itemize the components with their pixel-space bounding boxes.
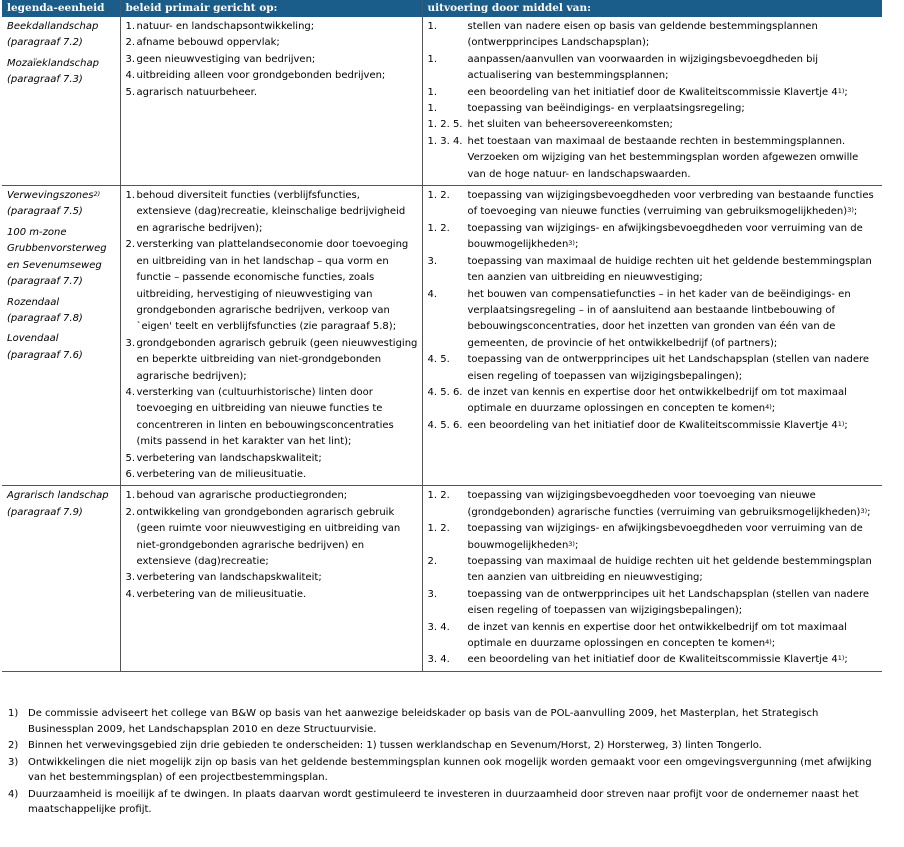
measure-ref-numbers: 1. 2. 5. — [427, 119, 463, 131]
measure-ref-numbers: 1. — [427, 53, 438, 65]
policy-number: 1. — [125, 190, 136, 202]
measure-ref-numbers: 3. — [427, 255, 438, 267]
legend-entry — [7, 295, 116, 328]
measure-ref-numbers: 3. 4. — [427, 621, 450, 633]
footnote — [8, 706, 878, 737]
measure-text: de inzet van kennis en expertise door het ontwikkelbedrijf om tot maximaal optimale en duurzame oplossingen en concepten te komen — [467, 386, 847, 415]
measure-ref-numbers: 4. 5. 6. — [427, 386, 463, 398]
policy-item — [126, 237, 418, 335]
footnote-ref: 3) — [568, 239, 575, 248]
measure-ref-numbers: 1. 2. — [427, 490, 450, 502]
measure-ref-numbers: 4. 5. — [427, 354, 450, 366]
policy-number: 3. — [125, 572, 136, 584]
legend-entry — [7, 488, 116, 521]
legend-name: Beekdallandschap — [7, 21, 99, 32]
table-row — [2, 186, 882, 486]
footnote — [8, 787, 878, 818]
policy-number: 5. — [125, 452, 136, 464]
legend-name: Agrarisch landschap — [7, 490, 109, 502]
measure-punct: ; — [574, 539, 579, 551]
measure-ref-numbers: 1. 2. — [427, 222, 450, 234]
legend-paragraph: (paragraaf 7.9) — [7, 506, 83, 518]
policy-item — [126, 19, 418, 35]
measure-ref-numbers: 1. 2. — [427, 190, 450, 202]
measure-ref-numbers: 1. — [427, 21, 438, 32]
policy-list — [126, 19, 418, 101]
footnote-number: 2) — [8, 740, 19, 751]
footnote-ref: 1) — [837, 419, 845, 428]
policy-number: 2. — [125, 239, 136, 251]
measure-punct: ; — [771, 403, 776, 415]
policy-item — [126, 35, 418, 51]
policy-number: 4. — [125, 70, 136, 82]
policy-text: agrarisch natuurbeheer. — [136, 86, 258, 98]
legend-paragraph: (paragraaf 7.3) — [7, 74, 83, 86]
measure-item — [428, 488, 879, 521]
policy-item — [126, 505, 418, 571]
measure-text: toepassing van beëindigings- en verplaatsingsregeling; — [467, 103, 745, 115]
measure-item — [428, 52, 879, 85]
measure-item — [428, 418, 879, 434]
policy-text: verbetering van landschapskwaliteit; — [136, 572, 322, 584]
table-header-row — [2, 0, 882, 17]
legend-name: Lovendaal — [7, 333, 59, 345]
measure-item — [428, 134, 879, 183]
measure-text: het toestaan van maximaal de bestaande rechten in bestemmingsplannen. Verzoeken om wijziging van het bestemmingsplan worden afgewezen omwille van de hoge natuur- en landschapswaarden. — [467, 135, 859, 180]
measure-item — [428, 117, 879, 133]
legend-cell — [2, 186, 120, 486]
footnote-ref: 1) — [837, 86, 845, 95]
policy-text: grondgebonden agrarisch gebruik (geen nieuwvestiging en beperkte uitbreiding van niet-grondgebonden agrarische bedrijven); — [136, 337, 418, 382]
footnote — [8, 738, 878, 754]
footnote-ref: 3) — [568, 539, 575, 548]
policy-number: 2. — [125, 506, 136, 518]
policy-number: 1. — [125, 490, 136, 502]
measure-text: toepassing van de ontwerpprincipes uit het Landschapsplan (stellen van nadere eisen regeling of toepassen van wijzigingsbepalingen); — [467, 354, 870, 382]
footnote-text: Duurzaamheid is moeilijk af te dwingen. In plaats daarvan wordt gestimuleerd te investeren in duurzaamheid door streven naar profijt voor de ondernemer naast het maatschappelijke profijt. — [28, 788, 859, 815]
policy-cell — [120, 486, 422, 671]
footnote-text: Binnen het verwevingsgebied zijn drie gebieden te onderscheiden: 1) tussen werklandschap en Sevenum/Horst, 2) Horsterweg, 3) linten Tongerlo. — [28, 740, 762, 751]
footnote-ref: 4) — [765, 638, 772, 647]
measure-text-block — [468, 521, 879, 554]
policy-text: geen nieuwvestiging van bedrijven; — [136, 53, 316, 65]
measure-text: toepassing van wijzigingsbevoegdheden voor verbreding van bestaande functies of toevoeging van nieuwe functies (verruiming van gebruiksmogelijkheden) — [467, 190, 874, 218]
legend-paragraph: (paragraaf 7.7) — [7, 276, 83, 288]
measure-item — [428, 385, 879, 418]
measure-text: toepassing van maximaal de huidige rechten uit het geldende bestemmingsplan ten aanzien van uitbreiding en nieuwvestiging; — [467, 255, 872, 284]
header-policy: beleid primair gericht op: — [120, 0, 422, 17]
measure-punct: ; — [867, 506, 871, 518]
legend-paragraph: (paragraaf 7.6) — [7, 349, 83, 361]
measure-punct: ; — [844, 86, 848, 98]
measure-text: stellen van nadere eisen op basis van geldende bestemmingsplannen (ontwerpprincipes Landschapsplan); — [467, 21, 818, 49]
measure-text: toepassing van wijzigings- en afwijkingsbevoegdheden voor verruiming van de bouwmogelijkheden — [467, 222, 863, 251]
legend-name: Rozendaal — [7, 296, 60, 308]
measure-text: het sluiten van beheersovereenkomsten; — [467, 119, 673, 131]
measure-text-block — [468, 652, 879, 668]
table-row — [2, 486, 882, 671]
measure-text-block — [468, 287, 879, 353]
measures-cell — [422, 486, 882, 671]
measure-text-block — [468, 254, 879, 287]
measures-cell — [422, 17, 882, 186]
footnote-ref: 3) — [847, 206, 854, 215]
footnote-text: Ontwikkelingen die niet mogelijk zijn op basis van het geldende bestemmingsplan kunnen ook mogelijk worden gemaakt voor een omgevingsvergunning (met afwijking van het bestemmingsplan) of een projectbestemmingsplan. — [28, 756, 872, 783]
measure-item — [428, 587, 879, 620]
policy-list — [126, 188, 418, 483]
measure-item — [428, 19, 879, 52]
legend-paragraph: (paragraaf 7.8) — [7, 312, 83, 324]
legend-entry — [7, 19, 116, 52]
policy-number: 2. — [125, 37, 136, 49]
policy-item — [126, 336, 418, 385]
measure-text: een beoordeling van het initiatief door de Kwaliteitscommissie Klavertje 4 — [467, 419, 838, 431]
measure-ref-numbers: 2. — [427, 556, 438, 567]
policy-number: 4. — [125, 386, 136, 398]
measure-text-block — [468, 620, 879, 653]
measure-ref-numbers: 3. — [427, 588, 438, 600]
measure-punct: ; — [844, 654, 848, 666]
measure-text-block — [468, 352, 879, 385]
policy-item — [126, 488, 418, 504]
measure-item — [428, 221, 879, 254]
measure-text: een beoordeling van het initiatief door de Kwaliteitscommissie Klavertje 4 — [467, 86, 838, 98]
measure-text-block — [468, 52, 879, 85]
measure-text: toepassing van wijzigings- en afwijkingsbevoegdheden voor verruiming van de bouwmogelijkheden — [467, 523, 863, 551]
measure-text-block — [468, 418, 879, 434]
policy-item — [126, 68, 418, 84]
measure-text: toepassing van maximaal de huidige rechten uit het geldende bestemmingsplan ten aanzien van uitbreiding en nieuwvestiging; — [467, 556, 872, 584]
measure-ref-numbers: 4. — [427, 288, 438, 300]
measure-item — [428, 188, 879, 221]
measure-ref-numbers: 1. — [427, 86, 438, 98]
policy-number: 5. — [125, 86, 136, 98]
policy-number: 3. — [125, 53, 136, 65]
measure-item — [428, 352, 879, 385]
measure-text: toepassing van wijzigingsbevoegdheden voor toevoeging van nieuwe (grondgebonden) agrarische functies (verruiming van gebruiksmogelijkheden) — [467, 490, 861, 518]
measure-item — [428, 652, 879, 668]
policy-item — [126, 467, 418, 483]
policy-list — [126, 488, 418, 603]
legend-paragraph: (paragraaf 7.2) — [7, 37, 83, 49]
measure-text-block — [468, 385, 879, 418]
legend-entry — [7, 188, 116, 221]
footnote-number: 4) — [8, 788, 19, 800]
policy-text: verbetering van de milieusituatie. — [136, 468, 307, 480]
measure-text-block — [468, 221, 879, 254]
policy-number: 6. — [125, 468, 136, 480]
measure-text-block — [468, 117, 879, 133]
measure-text: het bouwen van compensatiefuncties – in het kader van de beëindigings- en verplaatsingsregeling – in of aansluitend aan bestaande lintbebouwing of bebouwingsconcentraties, door het inzetten van gronden van één van de gemeenten, de provincie of het ontwikkelbedrijf (of partners); — [467, 288, 851, 349]
policy-table — [2, 0, 882, 672]
footnote-text: De commissie adviseert het college van B&W op basis van het aanwezige beleidskader op basis van de POL-aanvulling 2009, het Masterplan, het Strategisch Businessplan 2009, het Landschapsplan 2010 en deze Structuurvisie. — [28, 708, 819, 735]
footnote-ref: 3) — [860, 506, 868, 515]
policy-text: afname bebouwd oppervlak; — [136, 37, 280, 49]
footnote-ref: 2) — [93, 190, 101, 199]
footnote-ref: 1) — [837, 654, 845, 663]
measure-item — [428, 101, 879, 117]
legend-entry — [7, 331, 116, 364]
policy-item — [126, 85, 418, 101]
measure-item — [428, 85, 879, 101]
policy-text: ontwikkeling van grondgebonden agrarisch gebruik (geen ruimte voor nieuwvestiging en uitbreiding van niet-grondgebonden agrarische bedrijven) en extensieve (dag)recreatie; — [136, 506, 401, 567]
measure-text-block — [468, 587, 879, 620]
policy-item — [126, 570, 418, 586]
policy-number: 4. — [125, 588, 136, 600]
header-implementation: uitvoering door middel van: — [422, 0, 882, 17]
measure-item — [428, 287, 879, 353]
measure-text-block — [468, 19, 879, 52]
measures-cell — [422, 186, 882, 486]
measure-text-block — [468, 488, 879, 521]
policy-text: behoud diversiteit functies (verblijfsfuncties, extensieve (dag)recreatie, kleinschalige bedrijvigheid en agrarische bedrijven); — [136, 190, 406, 234]
measure-text-block — [468, 554, 879, 587]
measure-ref-numbers: 1. — [427, 103, 438, 115]
policy-text: verbetering van landschapskwaliteit; — [136, 452, 322, 464]
legend-entry — [7, 56, 116, 89]
measure-ref-numbers: 1. 3. 4. — [427, 135, 463, 147]
policy-number: 1. — [125, 21, 136, 32]
policy-text: uitbreiding alleen voor grondgebonden bedrijven; — [136, 70, 386, 82]
policy-number: 3. — [125, 337, 136, 349]
measure-punct: ; — [844, 419, 848, 431]
measure-ref-numbers: 1. 2. — [427, 523, 450, 535]
measure-text: toepassing van de ontwerpprincipes uit het Landschapsplan (stellen van nadere eisen regeling of toepassen van wijzigingsbepalingen); — [467, 588, 870, 617]
table-row — [2, 17, 882, 186]
legend-name: Mozaïeklandschap — [7, 57, 99, 69]
legend-cell — [2, 17, 120, 186]
policy-text: versterking van plattelandseconomie door toevoeging en uitbreiding van in het landschap – qua vorm en functie – passende economische functies, zoals uitbreiding, hervestiging of nieuwvestiging van grondgebonden agrarische bedrijven, verkoop van `eigen' teelt en verblijfsfuncties (zie paragraaf 5.8); — [136, 239, 409, 333]
policy-item — [126, 451, 418, 467]
table-body — [2, 17, 882, 671]
policy-text: natuur- en landschapsontwikkeling; — [136, 21, 315, 32]
measure-item — [428, 554, 879, 587]
measure-text: een beoordeling van het initiatief door de Kwaliteitscommissie Klavertje 4 — [467, 654, 838, 666]
measure-ref-numbers: 4. 5. 6. — [427, 419, 463, 431]
measure-item — [428, 521, 879, 554]
policy-item — [126, 188, 418, 237]
legend-entry — [7, 225, 116, 291]
measure-punct: ; — [853, 206, 858, 218]
measure-text: aanpassen/aanvullen van voorwaarden in wijzigingsbevoegdheden bij actualisering van bestemmingsplannen; — [467, 53, 819, 82]
legend-name: 100 m-zone Grubbenvorsterweg en Sevenumseweg — [7, 226, 107, 271]
measure-punct: ; — [771, 638, 776, 650]
legend-paragraph: (paragraaf 7.5) — [7, 206, 83, 218]
footnotes — [8, 706, 878, 819]
measure-punct: ; — [574, 239, 579, 251]
measure-text-block — [468, 188, 879, 221]
footnote-ref: 4) — [765, 403, 772, 412]
footnote-number: 3) — [8, 756, 19, 768]
policy-text: versterking van (cultuurhistorische) linten door toevoeging en uitbreiding van nieuwe functies te concentreren in linten en bebouwingsconcentraties (mits passend in het karakter van het lint); — [136, 386, 394, 448]
measure-item — [428, 620, 879, 653]
measure-text: de inzet van kennis en expertise door het ontwikkelbedrijf om tot maximaal optimale en duurzame oplossingen en concepten te komen — [467, 621, 847, 650]
measure-ref-numbers: 3. 4. — [427, 654, 450, 666]
footnote-number: 1) — [8, 708, 19, 719]
measure-item — [428, 254, 879, 287]
policy-cell — [120, 186, 422, 486]
footnote — [8, 755, 878, 786]
policy-cell — [120, 17, 422, 186]
measure-text-block — [468, 85, 879, 101]
header-legend-unit: legenda-eenheid — [2, 0, 120, 17]
policy-text: behoud van agrarische productiegronden; — [136, 490, 348, 502]
measure-text-block — [468, 134, 879, 183]
policy-text: verbetering van de milieusituatie. — [136, 588, 307, 600]
legend-name: Verwevingszones — [7, 190, 94, 202]
policy-item — [126, 52, 418, 68]
measure-text-block — [468, 101, 879, 117]
policy-item — [126, 385, 418, 451]
legend-cell — [2, 486, 120, 671]
policy-item — [126, 587, 418, 603]
